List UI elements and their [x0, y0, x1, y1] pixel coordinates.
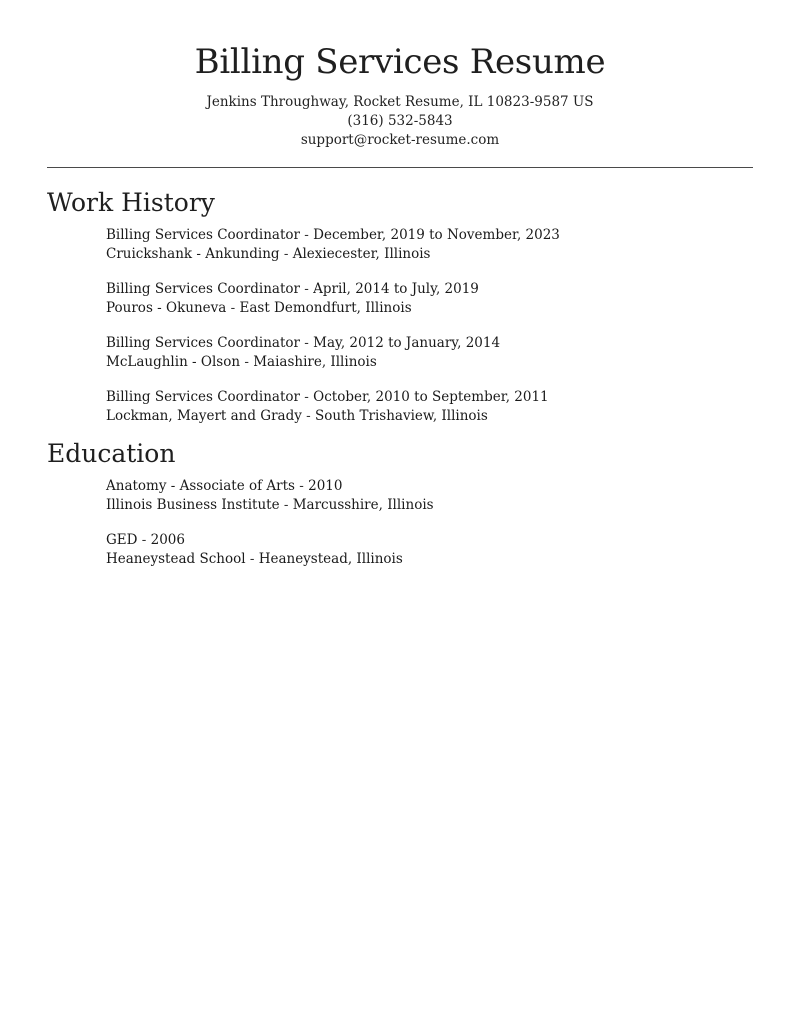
work-position: Billing Services Coordinator: [106, 389, 300, 405]
separator: -: [137, 532, 151, 548]
work-entry-company-line: [106, 407, 766, 426]
work-entry-title-line: [106, 388, 766, 407]
education-location: Marcusshire, Illinois: [292, 497, 434, 513]
education-entry: [106, 531, 766, 569]
work-location: Maiashire, Illinois: [253, 354, 377, 370]
work-position: Billing Services Coordinator: [106, 281, 300, 297]
education-degree: Anatomy - Associate of Arts: [106, 478, 295, 494]
contact-email: support@rocket-resume.com: [300, 132, 500, 148]
work-entry: [106, 280, 766, 318]
education-degree-line: [106, 531, 766, 550]
education-list: [106, 477, 766, 585]
work-dates: April, 2014 to July, 2019: [313, 281, 479, 297]
work-history-heading: Work History: [47, 188, 215, 217]
work-company: Pouros - Okuneva: [106, 300, 227, 316]
education-school: Heaneystead School: [106, 551, 246, 567]
work-entry-company-line: [106, 299, 766, 318]
work-dates: October, 2010 to September, 2011: [313, 389, 549, 405]
work-entry-title-line: [106, 226, 766, 245]
separator: -: [299, 335, 314, 351]
separator: -: [299, 281, 314, 297]
work-location: East Demondfurt, Illinois: [239, 300, 412, 316]
work-position: Billing Services Coordinator: [106, 335, 300, 351]
education-degree: GED: [106, 532, 138, 548]
separator: -: [245, 551, 259, 567]
work-entry-title-line: [106, 334, 766, 353]
separator: -: [299, 389, 314, 405]
separator: -: [240, 354, 254, 370]
contact-phone: (316) 532-5843: [347, 113, 453, 129]
work-location: Alexiecester, Illinois: [292, 246, 431, 262]
education-location: Heaneystead, Illinois: [258, 551, 403, 567]
work-company: Lockman, Mayert and Grady: [106, 408, 302, 424]
separator: -: [226, 300, 240, 316]
separator: -: [294, 478, 309, 494]
separator: -: [279, 497, 293, 513]
work-entry: [106, 334, 766, 372]
separator: -: [299, 227, 314, 243]
work-entry-title-line: [106, 280, 766, 299]
work-company: Cruickshank - Ankunding: [106, 246, 280, 262]
work-history-list: [106, 226, 766, 442]
education-year: 2010: [308, 478, 343, 494]
work-entry: [106, 388, 766, 426]
education-entry: [106, 477, 766, 515]
work-location: South Trishaview, Illinois: [315, 408, 488, 424]
separator: -: [279, 246, 293, 262]
education-heading: Education: [47, 439, 176, 468]
work-position: Billing Services Coordinator: [106, 227, 300, 243]
work-entry-company-line: [106, 353, 766, 372]
separator: -: [301, 408, 316, 424]
work-entry-company-line: [106, 245, 766, 264]
education-school-line: [106, 550, 766, 569]
contact-block: [0, 93, 800, 150]
resume-title: Billing Services Resume: [194, 42, 606, 82]
work-company: McLaughlin - Olson: [106, 354, 241, 370]
education-degree-line: [106, 477, 766, 496]
contact-address: Jenkins Throughway, Rocket Resume, IL 10823-9587 US: [206, 94, 594, 110]
header-divider: [47, 167, 753, 168]
education-year: 2006: [150, 532, 185, 548]
work-entry: [106, 226, 766, 264]
education-school-line: [106, 496, 766, 515]
work-dates: December, 2019 to November, 2023: [313, 227, 560, 243]
education-school: Illinois Business Institute: [106, 497, 280, 513]
work-dates: May, 2012 to January, 2014: [313, 335, 501, 351]
